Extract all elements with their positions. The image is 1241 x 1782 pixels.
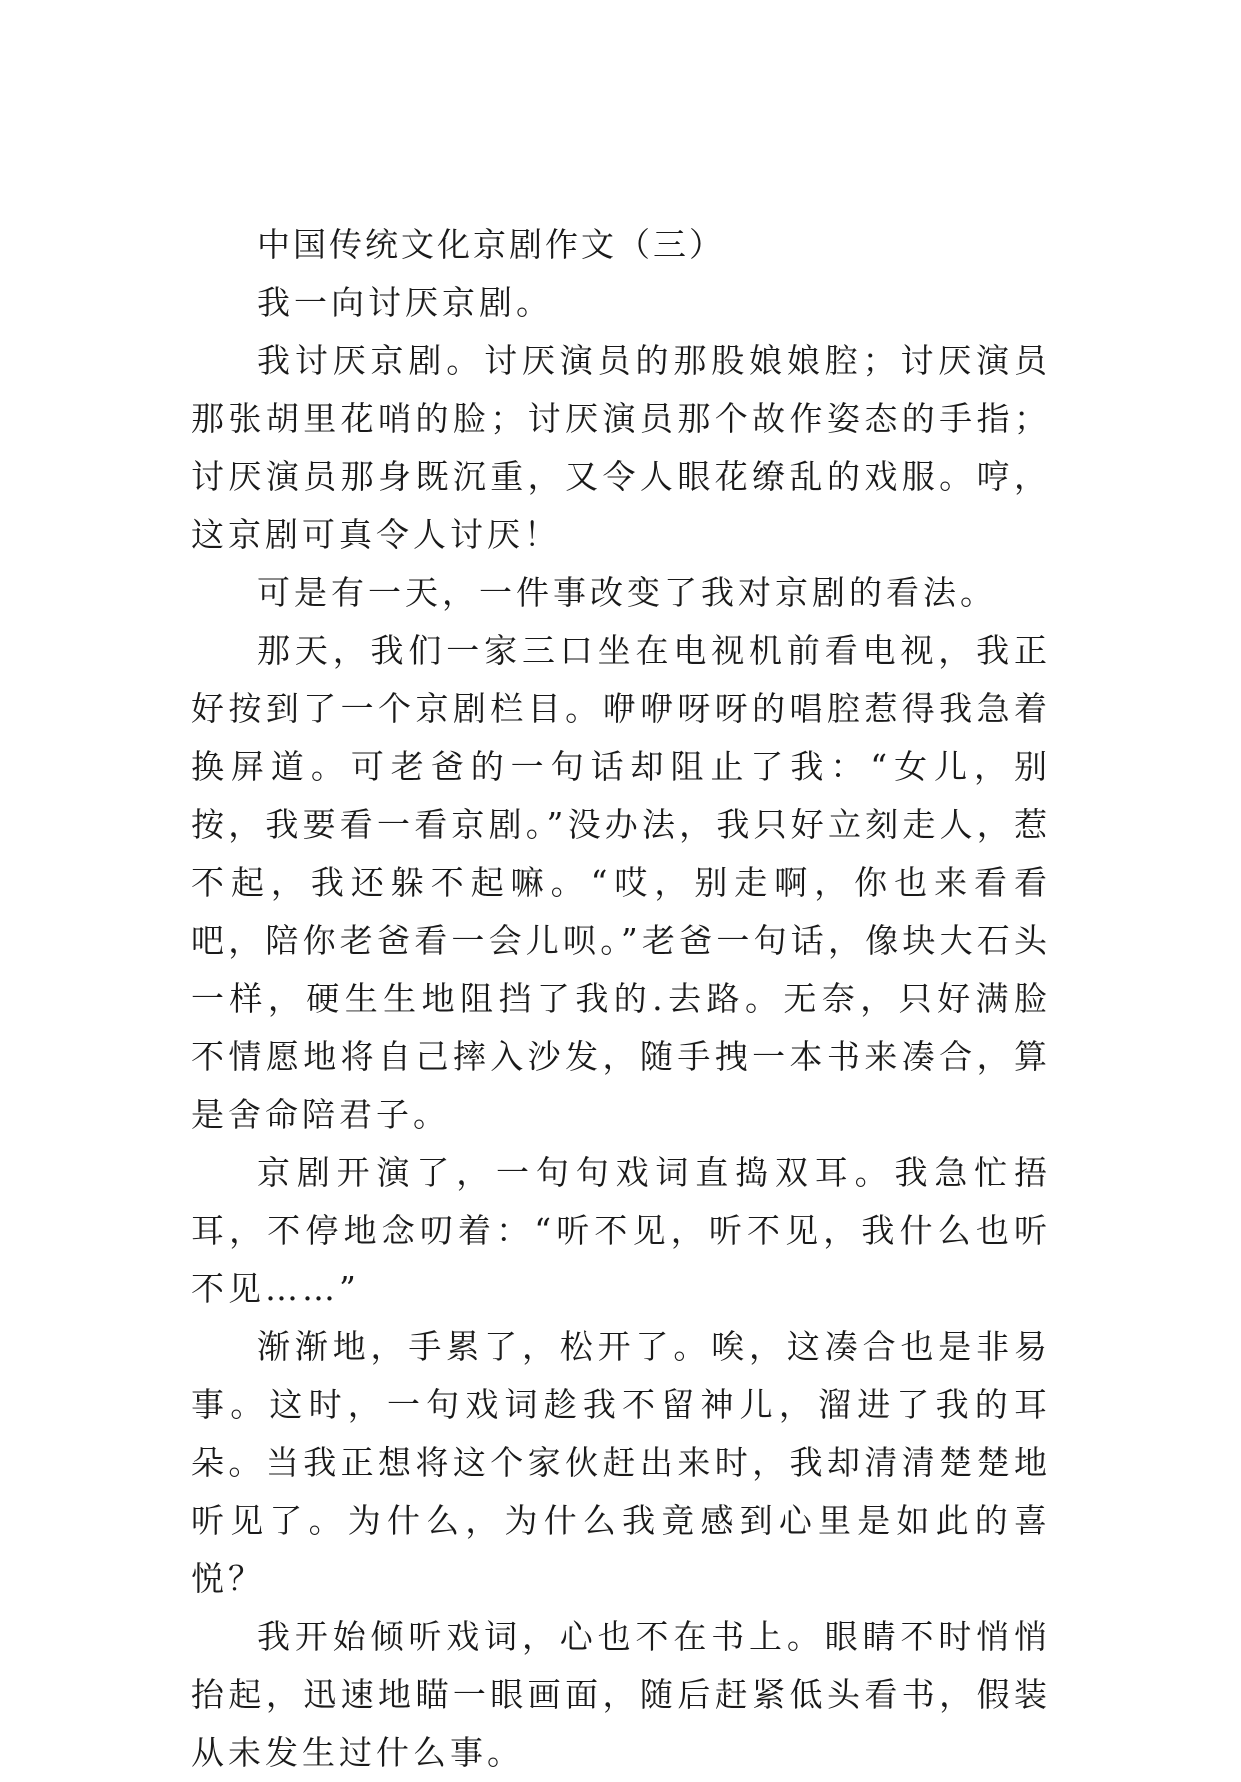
paragraph-2: 我讨厌京剧。讨厌演员的那股娘娘腔；讨厌演员那张胡里花哨的脸；讨厌演员那个故作姿态的手指；讨厌演员那身既沉重，又令人眼花缭乱的戏服。哼，这京剧可真令人讨厌！ (191, 341, 1051, 554)
paragraph-6: 渐渐地，手累了，松开了。唉，这凑合也是非易事。这时，一句戏词趁我不留神儿，溜进了我的耳朵。当我正想将这个家伙赶出来时，我却清清楚楚地听见了。为什么，为什么我竟感到心里是如此的喜悦？ (191, 1327, 1051, 1598)
paragraph-1: 我一向讨厌京剧。 (257, 283, 553, 322)
paragraph-7: 我开始倾听戏词，心也不在书上。眼睛不时悄悄抬起，迅速地瞄一眼画面，随后赶紧低头看书，假装从未发生过什么事。 (191, 1617, 1051, 1772)
paragraph-5: 京剧开演了，一句句戏词直捣双耳。我急忙捂耳，不停地念叨着：“听不见，听不见，我什么也听不见……” (191, 1153, 1051, 1308)
document-body (191, 216, 1051, 1782)
document-title: 中国传统文化京剧作文（三） (257, 225, 725, 264)
paragraph-3: 可是有一天，一件事改变了我对京剧的看法。 (257, 573, 997, 612)
paragraph-4: 那天，我们一家三口坐在电视机前看电视，我正好按到了一个京剧栏目。咿咿呀呀的唱腔惹得我急着换屏道。可老爸的一句话却阻止了我：“女儿，别按，我要看一看京剧。”没办法，我只好立刻走人，惹不起，我还躲不起嘛。“哎，别走啊，你也来看看吧，陪你老爸看一会儿呗。”老爸一句话，像块大石头一样，硬生生地阻挡了我的.去路。无奈，只好满脸不情愿地将自己摔入沙发，随手拽一本书来凑合，算是舍命陪君子。 (191, 631, 1051, 1134)
